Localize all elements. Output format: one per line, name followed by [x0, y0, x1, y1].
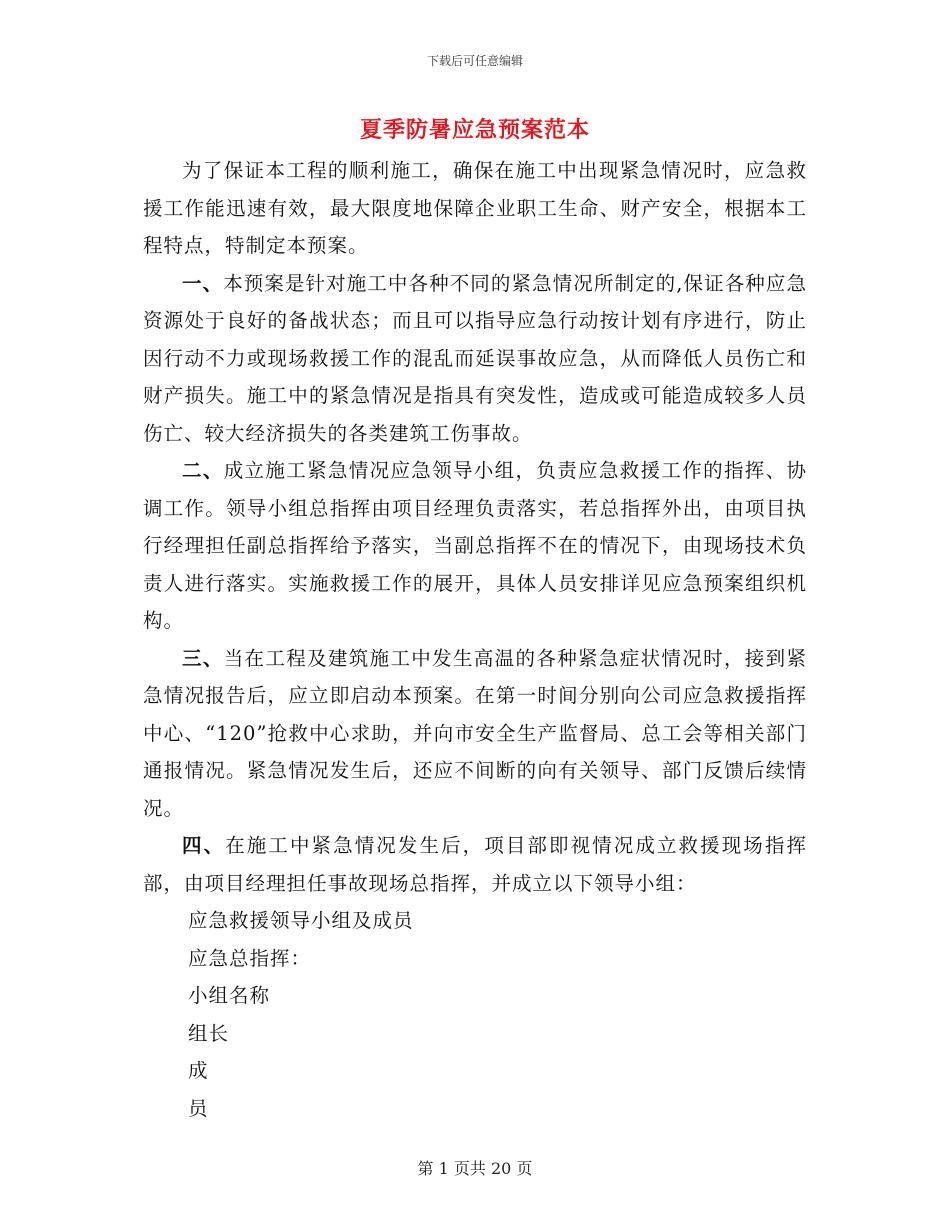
section-1-text: 本预案是针对施工中各种不同的紧急情况所制定的,保证各种应急资源处于良好的备战状态；而且可以指导应急行动按计划有序进行，防止因行动不力或现场救援工作的混乱而延误事故应急，从而降低人员伤亡和财产损失。施工中的紧急情况是指具有突发性，造成或可能造成较多人员伤亡、较大经济损失的各类建筑工伤事故。: [143, 271, 807, 445]
section-3-text: 当在工程及建筑施工中发生高温的各种紧急症状情况时，接到紧急情况报告后，应立即启动本预案。在第一时间分别向公司应急救援指挥中心、“120”抢救中心求助，并向市安全生产监督局、总工会等相关部门通报情况。紧急情况发生后，还应不间断的向有关领导、部门反馈后续情况。: [143, 646, 807, 820]
section-4-lead: 四、: [182, 834, 226, 857]
document-body: [143, 152, 807, 1127]
member-line-2: 员: [188, 1096, 209, 1120]
section-2-lead: 二、: [182, 459, 224, 482]
section-4-paragraph: [143, 827, 807, 902]
team-heading-line: 应急救援领导小组及成员: [188, 909, 414, 932]
section-3-lead: 三、: [182, 646, 224, 670]
document-title: 夏季防暑应急预案范本: [359, 117, 590, 143]
section-1-paragraph: [143, 265, 807, 453]
section-2-text: 成立施工紧急情况应急领导小组，负责应急救援工作的指挥、协调工作。领导小组总指挥由项目经理负责落实，若总指挥外出，由项目执行经理担任副总指挥给予落实，当副总指挥不在的情况下，由现场技术负责人进行落实。实施救援工作的展开，具体人员安排详见应急预案组织机构。: [143, 459, 807, 632]
team-name-line: 小组名称: [188, 984, 271, 1007]
commander-line: 应急总指挥：: [188, 946, 312, 970]
page-number: 第 1 页共 20 页: [417, 1159, 533, 1178]
team-leader-line: 组长: [188, 1021, 230, 1045]
section-2-paragraph: [143, 452, 807, 640]
intro-paragraph: 为了保证本工程的顺利施工，确保在施工中出现紧急情况时，应急救援工作能迅速有效，最大限度地保障企业职工生命、财产安全，根据本工程特点，特制定本预案。: [143, 159, 807, 257]
section-3-paragraph: [143, 640, 807, 828]
section-4-text: 在施工中紧急情况发生后，项目部即视情况成立救援现场指挥部，由项目经理担任事故现场总指挥，并成立以下领导小组：: [143, 834, 807, 895]
member-line-1: 成: [188, 1059, 209, 1082]
header-note: 下载后可任意编辑: [426, 54, 523, 68]
section-1-lead: 一、: [182, 271, 224, 295]
